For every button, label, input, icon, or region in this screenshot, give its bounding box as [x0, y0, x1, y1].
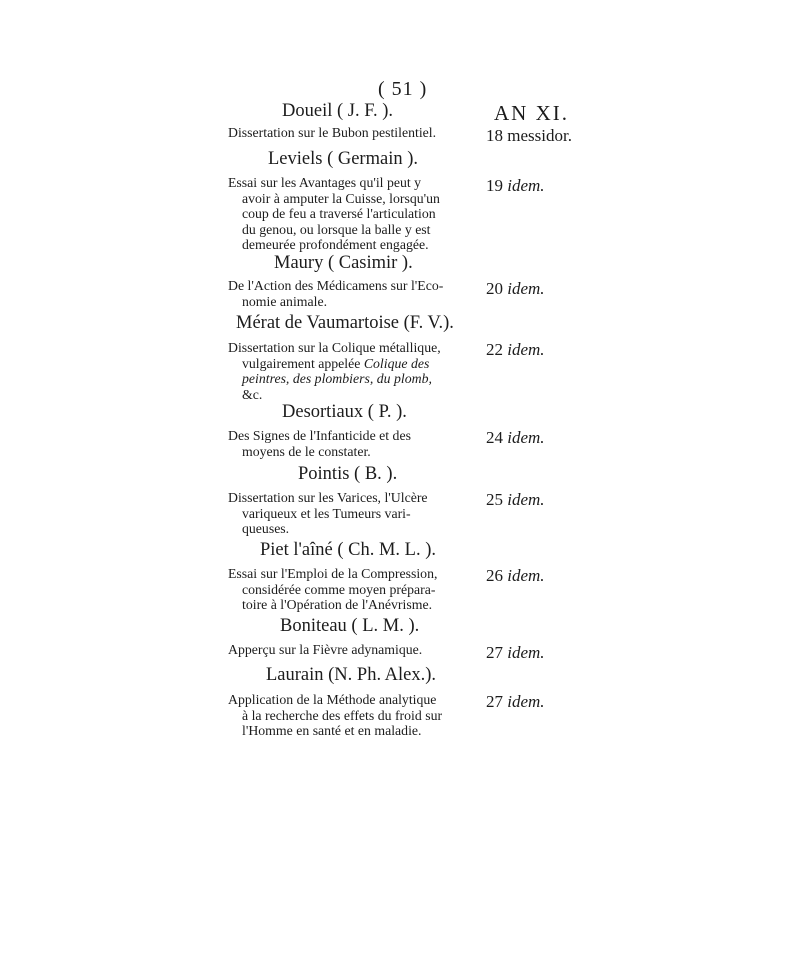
- title-line: à la recherche des effets du froid sur: [242, 707, 443, 723]
- defense-date: [486, 176, 545, 196]
- date-number: 24: [486, 428, 503, 447]
- author-name: Pointis ( B. ).: [298, 464, 398, 484]
- date-word: idem.: [507, 643, 545, 662]
- thesis-title: [228, 692, 476, 739]
- date-number: 26: [486, 566, 503, 585]
- title-line: demeurée profondément engagée.: [242, 237, 429, 253]
- author-name: Leviels ( Germain ).: [268, 149, 418, 169]
- defense-date: [486, 279, 545, 299]
- date-word: idem.: [507, 692, 545, 711]
- thesis-title: [228, 428, 476, 459]
- thesis-title: [228, 125, 476, 141]
- title-line: nomie animale.: [242, 293, 328, 309]
- title-line: variqueux et les Tumeurs vari-: [242, 505, 411, 521]
- defense-date: [486, 428, 545, 448]
- defense-date: [486, 643, 545, 663]
- date-word: idem.: [507, 340, 545, 359]
- title-line: Apperçu sur la Fièvre adynamique.: [228, 642, 423, 657]
- author-name: Boniteau ( L. M. ).: [280, 616, 420, 636]
- year-heading: AN XI.: [494, 101, 569, 125]
- title-line: Application de la Méthode analytique: [228, 692, 437, 707]
- date-word: idem.: [507, 566, 545, 585]
- title-line: avoir à amputer la Cuisse, lorsqu'un: [242, 190, 440, 206]
- thesis-title: [228, 340, 476, 402]
- title-line: l'Homme en santé et en maladie.: [242, 723, 422, 739]
- date-number: 22: [486, 340, 503, 359]
- date-word: idem.: [507, 279, 545, 298]
- date-number: 19: [486, 176, 503, 195]
- title-line: du genou, ou lorsque la balle y est: [242, 221, 431, 237]
- title-line: Dissertation sur le Bubon pestilentiel.: [228, 125, 437, 140]
- date-word: messidor.: [507, 126, 572, 145]
- title-line: considérée comme moyen prépara-: [242, 581, 436, 597]
- thesis-title: [228, 278, 476, 309]
- date-word: idem.: [507, 176, 545, 195]
- thesis-title: [228, 642, 476, 658]
- defense-date: [486, 490, 545, 510]
- title-line: coup de feu a traversé l'articulation: [242, 206, 436, 222]
- title-line: Essai sur les Avantages qu'il peut y: [228, 175, 422, 190]
- date-number: 20: [486, 279, 503, 298]
- defense-date: [486, 692, 545, 712]
- title-line: De l'Action des Médicamens sur l'Eco-: [228, 278, 444, 293]
- thesis-title: [228, 566, 476, 613]
- title-line-text: vulgairement appelée: [242, 355, 361, 371]
- date-word: idem.: [507, 428, 545, 447]
- date-word: idem.: [507, 490, 545, 509]
- title-line: Des Signes de l'Infanticide et des: [228, 428, 411, 443]
- date-number: 27: [486, 692, 503, 711]
- date-number: 18: [486, 126, 503, 145]
- thesis-title: [228, 175, 476, 253]
- author-name: Doueil ( J. F. ).: [282, 101, 394, 121]
- title-line: Dissertation sur la Colique métallique,: [228, 340, 441, 355]
- title-line: peintres, des plombiers, du plomb,: [242, 371, 432, 387]
- author-name: Piet l'aîné ( Ch. M. L. ).: [260, 540, 436, 560]
- title-line: queuses.: [242, 521, 290, 537]
- date-number: 25: [486, 490, 503, 509]
- title-line: Essai sur l'Emploi de la Compression,: [228, 566, 438, 581]
- defense-date: [486, 340, 545, 360]
- title-line: toire à l'Opération de l'Anévrisme.: [242, 597, 433, 613]
- thesis-title: [228, 490, 476, 537]
- author-name: Laurain (N. Ph. Alex.).: [266, 665, 437, 685]
- author-name: Mérat de Vaumartoise (F. V.).: [236, 313, 454, 333]
- date-number: 27: [486, 643, 503, 662]
- defense-date: [486, 566, 545, 586]
- title-line: &c.: [242, 386, 263, 402]
- title-line: Dissertation sur les Varices, l'Ulcère: [228, 490, 428, 505]
- title-line: [228, 356, 476, 372]
- title-line: moyens de le constater.: [242, 443, 371, 459]
- author-name: Maury ( Casimir ).: [274, 253, 413, 273]
- title-italic-text: Colique des: [363, 355, 430, 371]
- page-number: ( 51 ): [378, 78, 428, 100]
- author-name: Desortiaux ( P. ).: [282, 402, 407, 422]
- defense-date: [486, 126, 572, 146]
